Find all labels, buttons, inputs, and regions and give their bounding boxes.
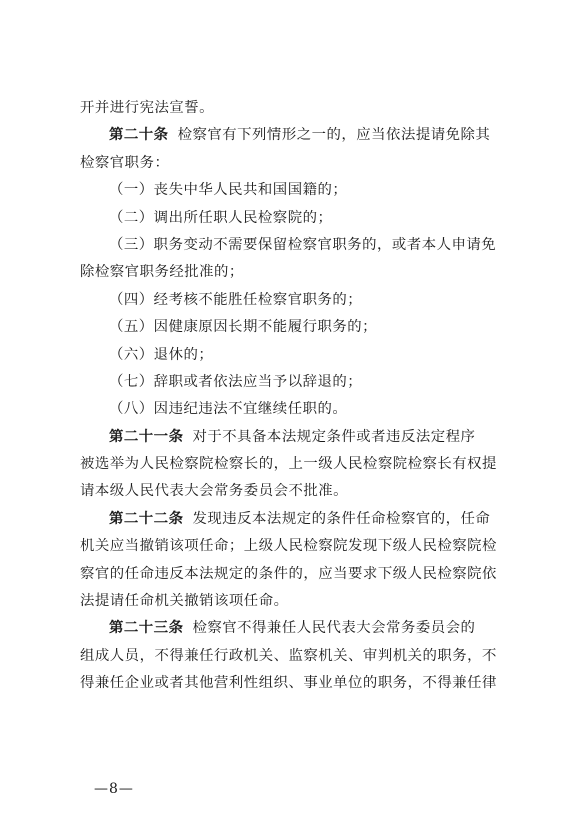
list-item [80,314,510,341]
line-text: 机关应当撤销该项任命；上级人民检察院发现下级人民检察院检 [80,538,497,555]
line-text: （二）调出所任职人民检察院的； [109,209,333,226]
line-text: 组成人员，不得兼任行政机关、监察机关、审判机关的职务，不 [80,647,497,664]
article-22-heading-line [80,506,510,533]
list-item [80,232,510,259]
body-text [80,95,510,698]
line-text: 被选举为人民检察院检察长的，上一级人民检察院检察长有权提 [80,456,497,473]
list-item [80,205,510,232]
article-22-label: 第二十二条 [109,510,184,527]
line-text: （六）退休的； [109,346,214,363]
line-text: 检察官不得兼任人民代表大会常务委员会的 [192,620,476,637]
line-text: 对于不具备本法规定条件或者违反法定程序 [192,428,476,445]
line-text: 察官的任命违反本法规定的条件的，应当要求下级人民检察院依 [80,565,497,582]
list-item [80,287,510,314]
list-item [80,342,510,369]
line-text: （四）经考核不能胜任检察官职务的； [109,291,363,308]
text-line [80,150,510,177]
text-line [80,588,510,615]
text-line [80,561,510,588]
line-text: 检察官有下列情形之一的，应当依法提请免除其 [177,127,491,144]
line-text: （三）职务变动不需要保留检察官职务的，或者本人申请免 [109,236,497,253]
list-item [80,177,510,204]
article-20-label: 第二十条 [109,127,169,144]
article-20-heading-line [80,122,510,149]
article-21-heading-line [80,424,510,451]
text-line [80,643,510,670]
text-line [80,95,510,122]
line-text: （八）因违纪违法不宜继续任职的。 [109,401,348,418]
line-text: 开并进行宪法宣誓。 [80,100,215,116]
line-text: 除检察官职务经批准的； [80,264,244,281]
article-23-heading-line [80,615,510,642]
text-line [80,533,510,560]
list-item [80,369,510,396]
article-21-label: 第二十一条 [109,428,184,445]
line-text: 发现违反本法规定的条件任命检察官的，任命 [192,510,491,527]
text-line [80,478,510,505]
line-text: 法提请任命机关撤销该项任命。 [80,593,289,610]
text-line [80,670,510,697]
line-text: 请本级人民代表大会常务委员会不批准。 [80,483,349,500]
line-text: （五）因健康原因长期不能履行职务的； [109,319,378,336]
text-line [80,451,510,478]
article-23-label: 第二十三条 [109,620,184,637]
line-text: （一）丧失中华人民共和国国籍的； [109,182,348,199]
line-text: 得兼任企业或者其他营利性组织、事业单位的职务，不得兼任律 [80,675,497,692]
line-text: （七）辞职或者依法应当予以辞退的； [109,373,363,390]
list-item [80,396,510,423]
page-number: —8— [94,781,134,797]
line-text: 检察官职务： [80,154,170,171]
text-line [80,259,510,286]
